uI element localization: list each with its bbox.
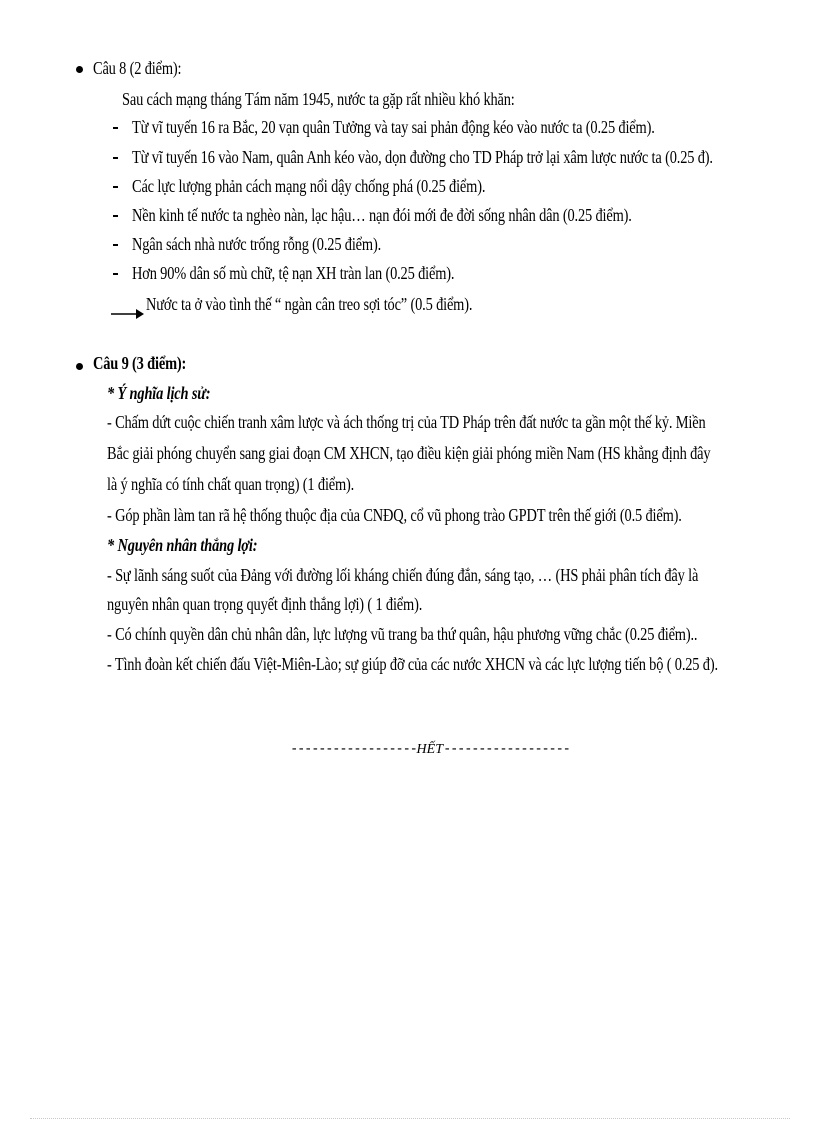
- q9-section1-line: Bắc giải phóng chuyển sang giai đoạn CM XHCN, tạo điều kiện giải phóng miền Nam (HS khẳng định đây: [107, 443, 711, 463]
- end-marker: [290, 740, 570, 759]
- q8-item: Từ vĩ tuyến 16 vào Nam, quân Anh kéo vào, dọn đường cho TD Pháp trở lại xâm lược nước ta (0.25 đ).: [132, 147, 713, 167]
- end-dashes-right: ------------------: [442, 741, 570, 757]
- q9-section2-line: - Có chính quyền dân chủ nhân dân, lực lượng vũ trang ba thứ quân, hậu phương vững chắc (0.25 điểm)..: [107, 624, 698, 644]
- dash-icon: [113, 244, 118, 246]
- dash-icon: [113, 273, 118, 275]
- dash-icon: [113, 127, 118, 129]
- q8-intro: Sau cách mạng tháng Tám năm 1945, nước ta gặp rất nhiều khó khăn:: [122, 89, 515, 109]
- dash-icon: [113, 215, 118, 217]
- arrow-right-icon: [110, 307, 144, 319]
- q9-section1-title: * Ý nghĩa lịch sử:: [107, 383, 211, 403]
- q9-section1-line: là ý nghĩa có tính chất quan trọng) (1 điểm).: [107, 474, 355, 494]
- q8-item: Nền kinh tế nước ta nghèo nàn, lạc hậu… nạn đói mới đe đời sống nhân dân (0.25 điểm).: [132, 205, 632, 225]
- q8-item: Ngân sách nhà nước trống rỗng (0.25 điểm).: [132, 234, 382, 254]
- bullet-icon: [76, 66, 83, 73]
- q8-conclusion: Nước ta ở vào tình thế “ ngàn cân treo sợi tóc” (0.5 điểm).: [146, 294, 473, 314]
- q9-section1-line: - Chấm dứt cuộc chiến tranh xâm lược và ách thống trị của TD Pháp trên đất nước ta gần một thế kỷ. Miền: [107, 412, 706, 432]
- q9-section2-line: - Tình đoàn kết chiến đấu Việt-Miên-Lào; sự giúp đỡ của các nước XHCN và các lực lượng tiến bộ ( 0.25 đ).: [107, 654, 718, 674]
- bullet-icon: [76, 363, 83, 370]
- q9-section2-line: nguyên nhân quan trọng quyết định thắng lợi) ( 1 điểm).: [107, 594, 423, 614]
- dash-icon: [113, 186, 118, 188]
- page-bottom-border: [30, 1118, 790, 1119]
- dash-icon: [113, 157, 118, 159]
- q8-heading: Câu 8 (2 điểm):: [93, 58, 182, 78]
- end-label: HẾT: [416, 742, 443, 757]
- q9-section2-title: * Nguyên nhân thắng lợi:: [107, 535, 258, 555]
- q8-item: Các lực lượng phản cách mạng nổi dậy chống phá (0.25 điểm).: [132, 176, 486, 196]
- q9-section2-line: - Sự lãnh sáng suốt của Đảng với đường lối kháng chiến đúng đắn, sáng tạo, … (HS phải phân tích đây là: [107, 565, 699, 585]
- q8-item: Từ vĩ tuyến 16 ra Bắc, 20 vạn quân Tưởng và tay sai phản động kéo vào nước ta (0.25 điểm).: [132, 117, 655, 137]
- q8-item: Hơn 90% dân số mù chữ, tệ nạn XH tràn lan (0.25 điểm).: [132, 263, 455, 283]
- q9-heading: Câu 9 (3 điểm):: [93, 353, 187, 373]
- end-dashes-left: ------------------: [290, 741, 417, 757]
- q9-section1-line: - Góp phần làm tan rã hệ thống thuộc địa của CNĐQ, cổ vũ phong trào GPDT trên thế giới (0.5 điểm).: [107, 505, 682, 525]
